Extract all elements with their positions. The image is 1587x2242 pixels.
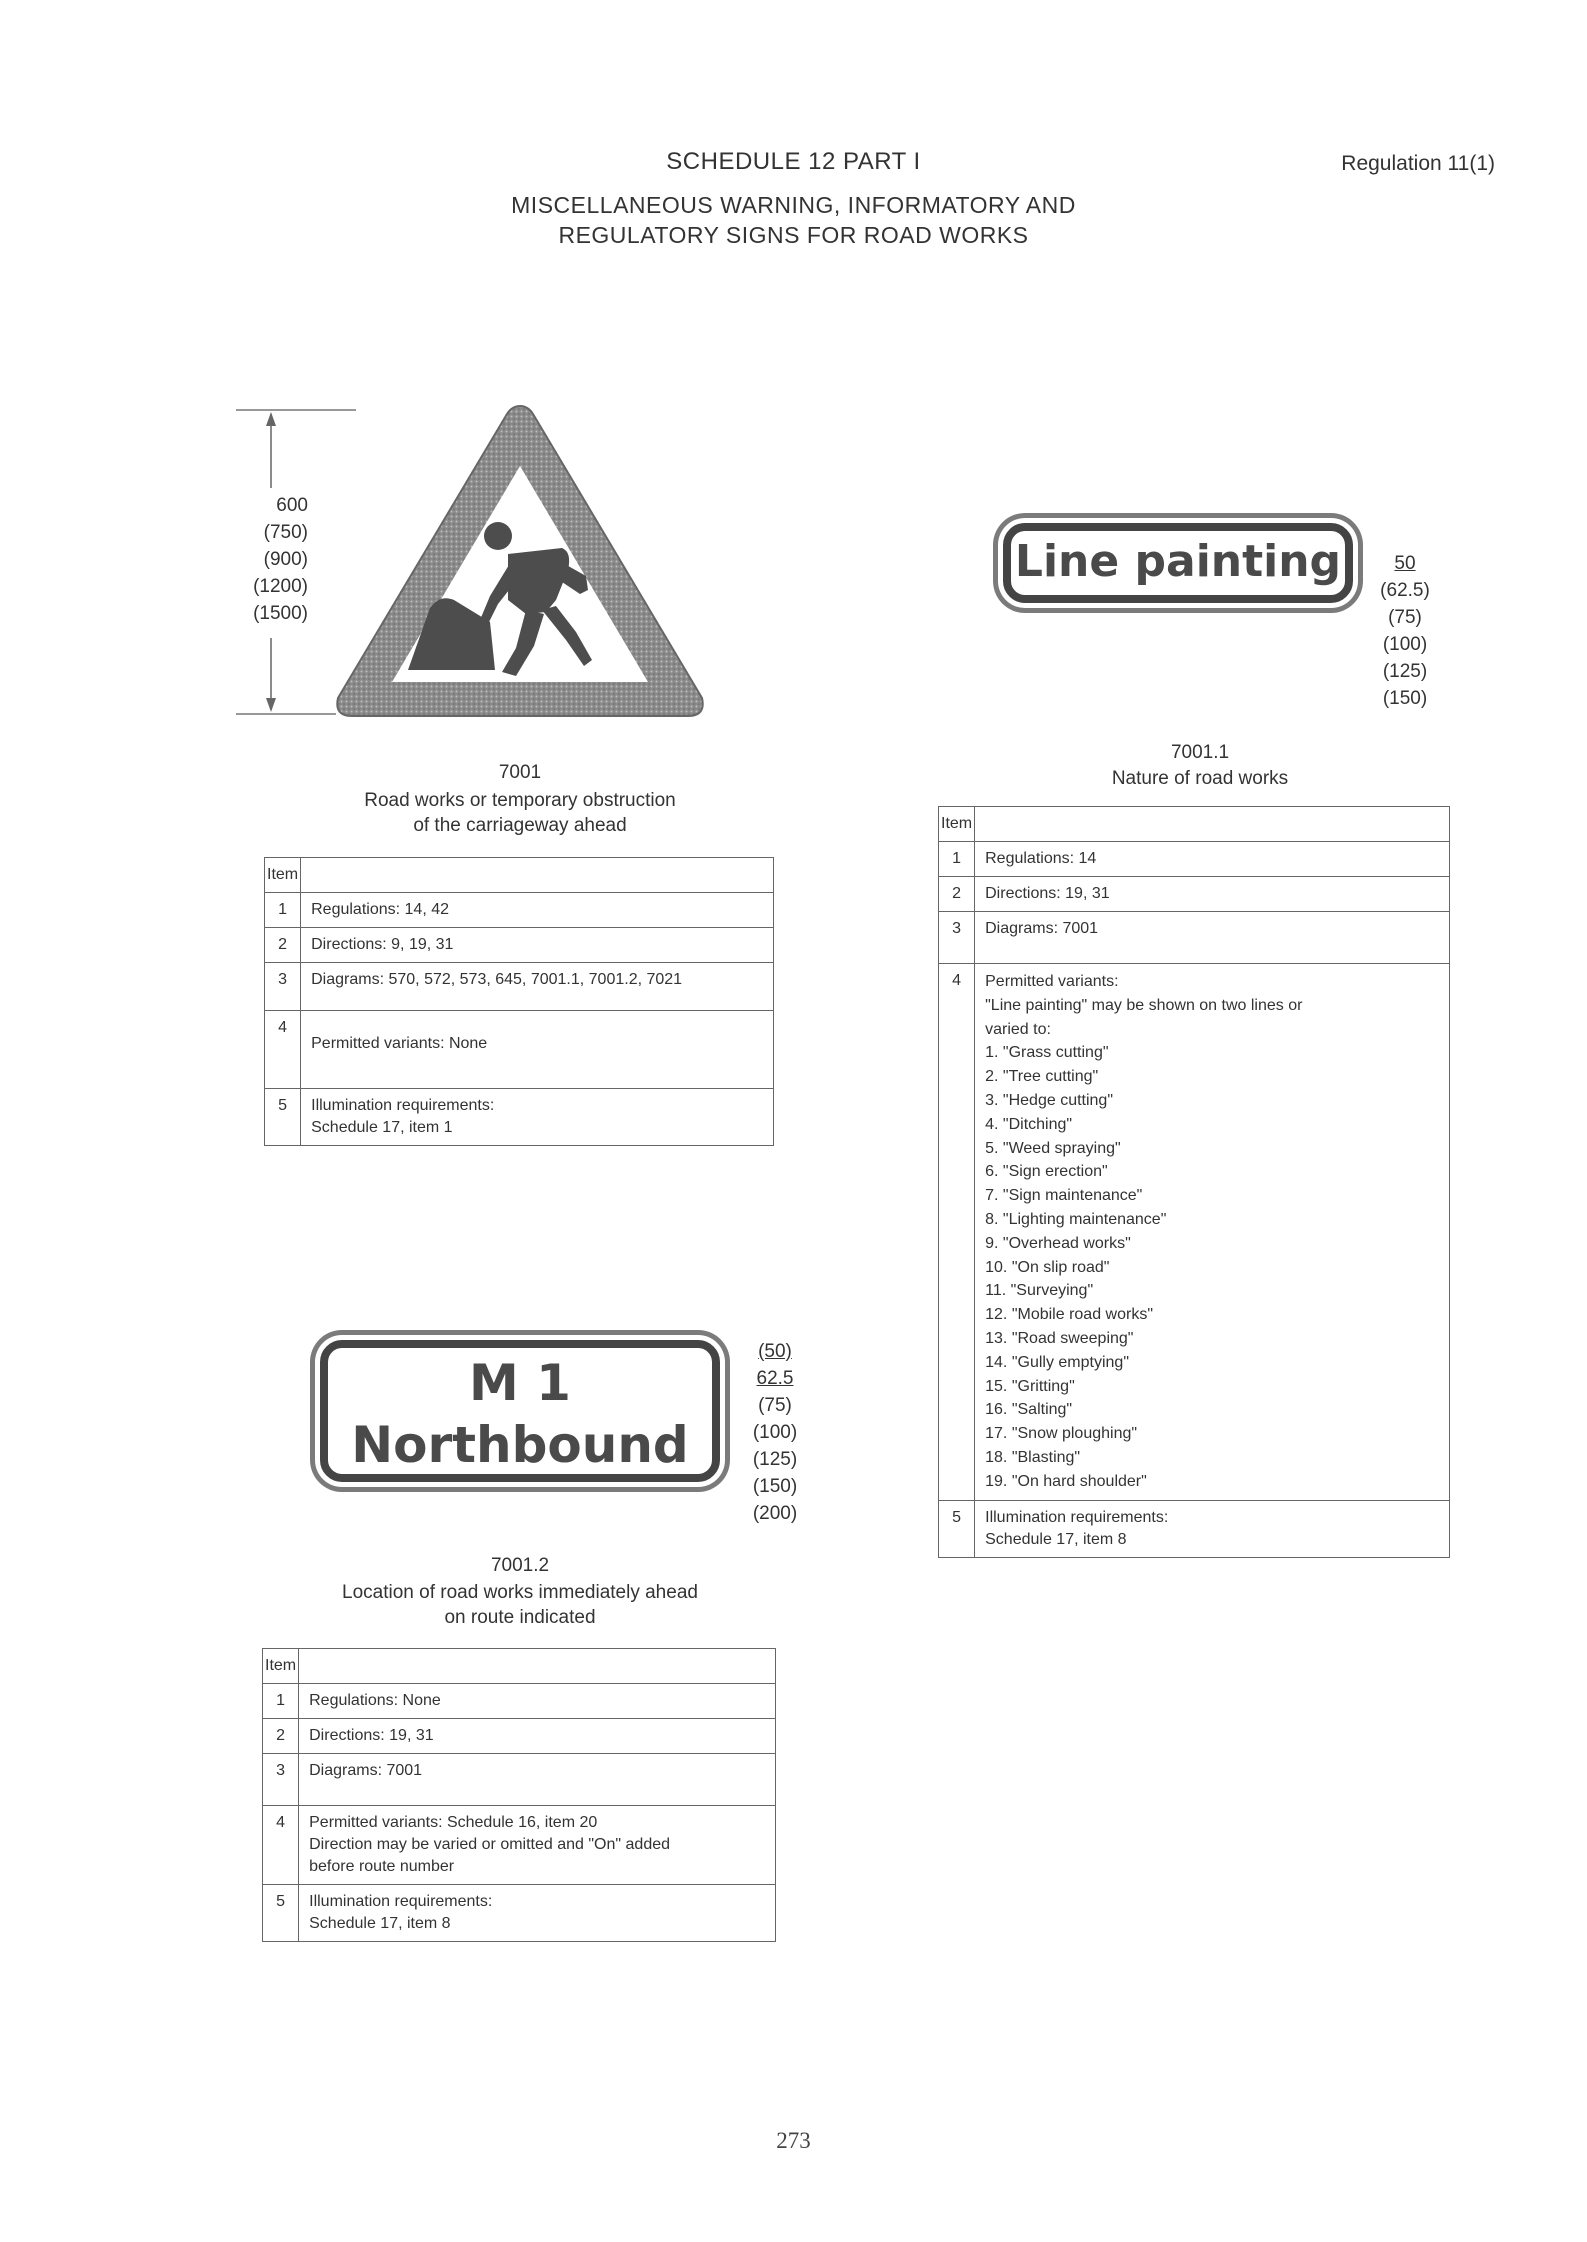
table-row: 3 Diagrams: 7001: [263, 1754, 776, 1806]
schedule-subtitle-line1: MISCELLANEOUS WARNING, INFORMATORY AND: [511, 192, 1076, 218]
table-row: 1 Regulations: 14: [939, 842, 1450, 877]
table-row: 5 Illumination requirements: Schedule 17, item 8: [939, 1500, 1450, 1557]
list-item: 6. "Sign erection": [985, 1163, 1108, 1181]
sign-7001-2-caption-line1: Location of road works immediately ahead: [342, 1582, 698, 1603]
list-item: 12. "Mobile road works": [985, 1306, 1153, 1324]
sign-7001-1-dimensions: 50 (62.5) (75) (100) (125) (150): [1380, 553, 1430, 709]
sign-7001-dimensions: [236, 492, 308, 627]
list-item: 18. "Blasting": [985, 1448, 1081, 1466]
schedule-subtitle-line2: REGULATORY SIGNS FOR ROAD WORKS: [558, 222, 1029, 248]
table-row: 4 Permitted variants: Schedule 16, item 20 Direction may be varied or omitted and "On" added before route number: [263, 1806, 776, 1885]
dim-1200: (1200): [253, 576, 308, 597]
list-item: 5. "Weed spraying": [985, 1139, 1121, 1157]
table-row: 4 Permitted variants: "Line painting" may be shown on two lines or varied to: 1. "Grass cutting" 2. "Tree cutting" 3. "Hedge cutting" 4. "Ditching" 5. "Weed spraying" 6. "Sign erection" 7. "Sign maintenance" 8. "Lighting maintenance" 9. "Overhead works" 10. "On slip road" 11. "Surveying" 12. "Mobile road works" 13. "Road sweeping" 14. "Gully emptying" 15. "Gritting" 16. "Salting" 17. "Snow ploughing" 18. "Blasting" 19. "On hard shoulder": [939, 964, 1450, 1501]
list-item: 19. "On hard shoulder": [985, 1472, 1147, 1490]
table-row: 5 Illumination requirements: Schedule 17, item 8: [263, 1885, 776, 1942]
line-painting-sign: Line painting: [1003, 523, 1353, 603]
list-item: 9. "Overhead works": [985, 1234, 1131, 1252]
list-item: 8. "Lighting maintenance": [985, 1210, 1167, 1228]
table-row: 5 Illumination requirements: Schedule 17, item 1: [265, 1089, 774, 1146]
list-item: 7. "Sign maintenance": [985, 1187, 1143, 1205]
road-works-warning-sign: [330, 400, 710, 722]
table-row: 1 Regulations: 14, 42: [265, 893, 774, 928]
list-item: 15. "Gritting": [985, 1377, 1075, 1395]
table-header-row: [265, 858, 774, 893]
sign-7001-2-caption-line2: on route indicated: [444, 1607, 596, 1628]
list-item: 14. "Gully emptying": [985, 1353, 1129, 1371]
schedule-heading: SCHEDULE 12 PART I: [666, 148, 921, 175]
sign-7001-1-number: 7001.1: [1170, 742, 1230, 763]
list-item: 16. "Salting": [985, 1401, 1073, 1419]
list-item: 4. "Ditching": [985, 1115, 1073, 1133]
m1-northbound-sign: M 1 Northbound: [320, 1340, 720, 1482]
sign-7001-1-caption: Nature of road works: [1111, 768, 1289, 789]
sign-7001-caption-line1: Road works or temporary obstruction: [364, 790, 676, 811]
dim-1500: (1500): [253, 603, 308, 624]
sign-7001-caption-line2: of the carriageway ahead: [413, 815, 627, 836]
list-item: 17. "Snow ploughing": [985, 1425, 1138, 1443]
list-item: 11. "Surveying": [985, 1282, 1094, 1300]
sign-7001-spec-table: [264, 857, 774, 1146]
table-row: 3 Diagrams: 570, 572, 573, 645, 7001.1, 7001.2, 7021: [265, 963, 774, 1011]
dim-750: (750): [263, 522, 308, 543]
table-row: 4 Permitted variants: None: [265, 1011, 774, 1089]
sign-7001-number: 7001: [498, 762, 542, 783]
table-row: 2 Directions: 9, 19, 31: [265, 928, 774, 963]
item-header: Item: [265, 858, 301, 893]
list-item: 3. "Hedge cutting": [985, 1091, 1114, 1109]
list-item: 2. "Tree cutting": [985, 1068, 1099, 1086]
regulation-reference: Regulation 11(1): [1341, 152, 1495, 175]
dim-900: (900): [263, 549, 308, 570]
list-item: 10. "On slip road": [985, 1258, 1110, 1276]
sign-7001-2-spec-table: [262, 1648, 776, 1942]
table-row: 3 Diagrams: 7001: [939, 912, 1450, 964]
table-row: 2 Directions: 19, 31: [939, 877, 1450, 912]
sign-7001-2-dimensions: (50) 62.5 (75) (100) (125) (150) (200): [752, 1341, 798, 1524]
list-item: 13. "Road sweeping": [985, 1329, 1134, 1347]
table-row: 2 Directions: 19, 31: [263, 1719, 776, 1754]
dim-600: 600: [276, 495, 308, 516]
table-row: 1 Regulations: None: [263, 1684, 776, 1719]
table-header-row: Item: [263, 1649, 776, 1684]
page-number: 273: [776, 2128, 811, 2153]
list-item: 1. "Grass cutting": [985, 1044, 1109, 1062]
table-header-row: Item: [939, 807, 1450, 842]
sign-7001-2-number: 7001.2: [490, 1555, 550, 1576]
sign-7001-1-spec-table: [938, 806, 1450, 1558]
